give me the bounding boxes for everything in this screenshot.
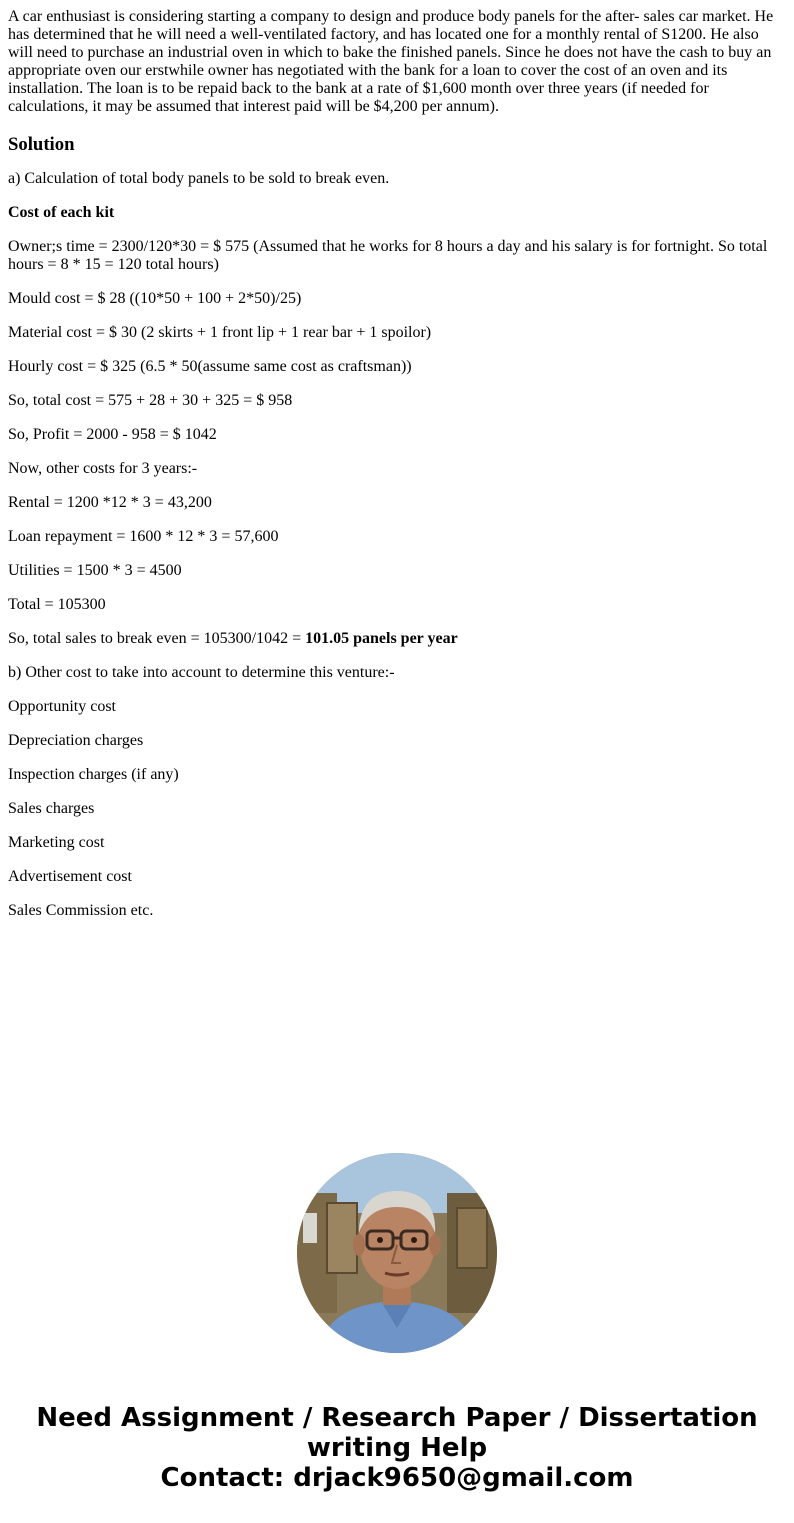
loan-line: Loan repayment = 1600 * 12 * 3 = 57,600: [8, 528, 279, 545]
break-even-prefix: So, total sales to break even = 105300/1042 =: [8, 630, 306, 647]
other-cost-item: Opportunity cost: [8, 698, 116, 715]
break-even-line: [8, 630, 786, 648]
other-cost-item: Sales Commission etc.: [8, 902, 154, 919]
solution-heading: Solution: [8, 134, 75, 155]
other-costs-line: Now, other costs for 3 years:-: [8, 460, 198, 477]
other-cost-item: Marketing cost: [8, 834, 105, 851]
break-even-result: 101.05 panels per year: [305, 630, 458, 647]
other-cost-item: Sales charges: [8, 800, 95, 817]
utilities-line: Utilities = 1500 * 3 = 4500: [8, 562, 182, 579]
person-photo-avatar: [297, 1153, 497, 1353]
mould-cost-line: Mould cost = $ 28 ((10*50 + 100 + 2*50)/25): [8, 290, 302, 307]
owner-time-line: Owner;s time = 2300/120*30 = $ 575 (Assumed that he works for 8 hours a day and his salary is for fortnight. So total hours = 8 * 15 = 120 total hours): [8, 238, 768, 273]
footer-banner: [0, 1403, 794, 1493]
total-line: Total = 105300: [8, 596, 106, 613]
hourly-cost-line: Hourly cost = $ 325 (6.5 * 50(assume same cost as craftsman)): [8, 358, 412, 375]
footer-line-1: Need Assignment / Research Paper / Dissertation: [36, 1403, 758, 1433]
other-cost-item: Depreciation charges: [8, 732, 144, 749]
cost-heading: Cost of each kit: [8, 204, 115, 221]
other-cost-item: Advertisement cost: [8, 868, 132, 885]
material-cost-line: Material cost = $ 30 (2 skirts + 1 front lip + 1 rear bar + 1 spoilor): [8, 324, 432, 341]
footer-line-2: writing Help: [306, 1433, 488, 1463]
question-text: A car enthusiast is considering starting a company to design and produce body panels for the after- sales car market. He has determined that he will need a well-ventilated factory, and has located one for a monthly rental of S1200. He also will need to purchase an industrial oven in which to bake the finished panels. Since he does not have the cash to buy an appropriate oven our erstwhile owner has negotiated with the bank for a loan to cover the cost of an oven and its installation. The loan is to be repaid back to the bank at a rate of $1,600 month over three years (if needed for calculations, it may be assumed that interest paid will be $4,200 per annum).: [8, 8, 774, 115]
part-b-text: b) Other cost to take into account to determine this venture:-: [8, 664, 395, 681]
footer-contact: Contact: drjack9650@gmail.com: [160, 1463, 634, 1493]
rental-line: Rental = 1200 *12 * 3 = 43,200: [8, 494, 212, 511]
other-cost-item: Inspection charges (if any): [8, 766, 179, 783]
part-a-text: a) Calculation of total body panels to be sold to break even.: [8, 170, 390, 187]
document-body: [8, 8, 786, 936]
total-cost-line: So, total cost = 575 + 28 + 30 + 325 = $ 958: [8, 392, 293, 409]
profit-line: So, Profit = 2000 - 958 = $ 1042: [8, 426, 217, 443]
